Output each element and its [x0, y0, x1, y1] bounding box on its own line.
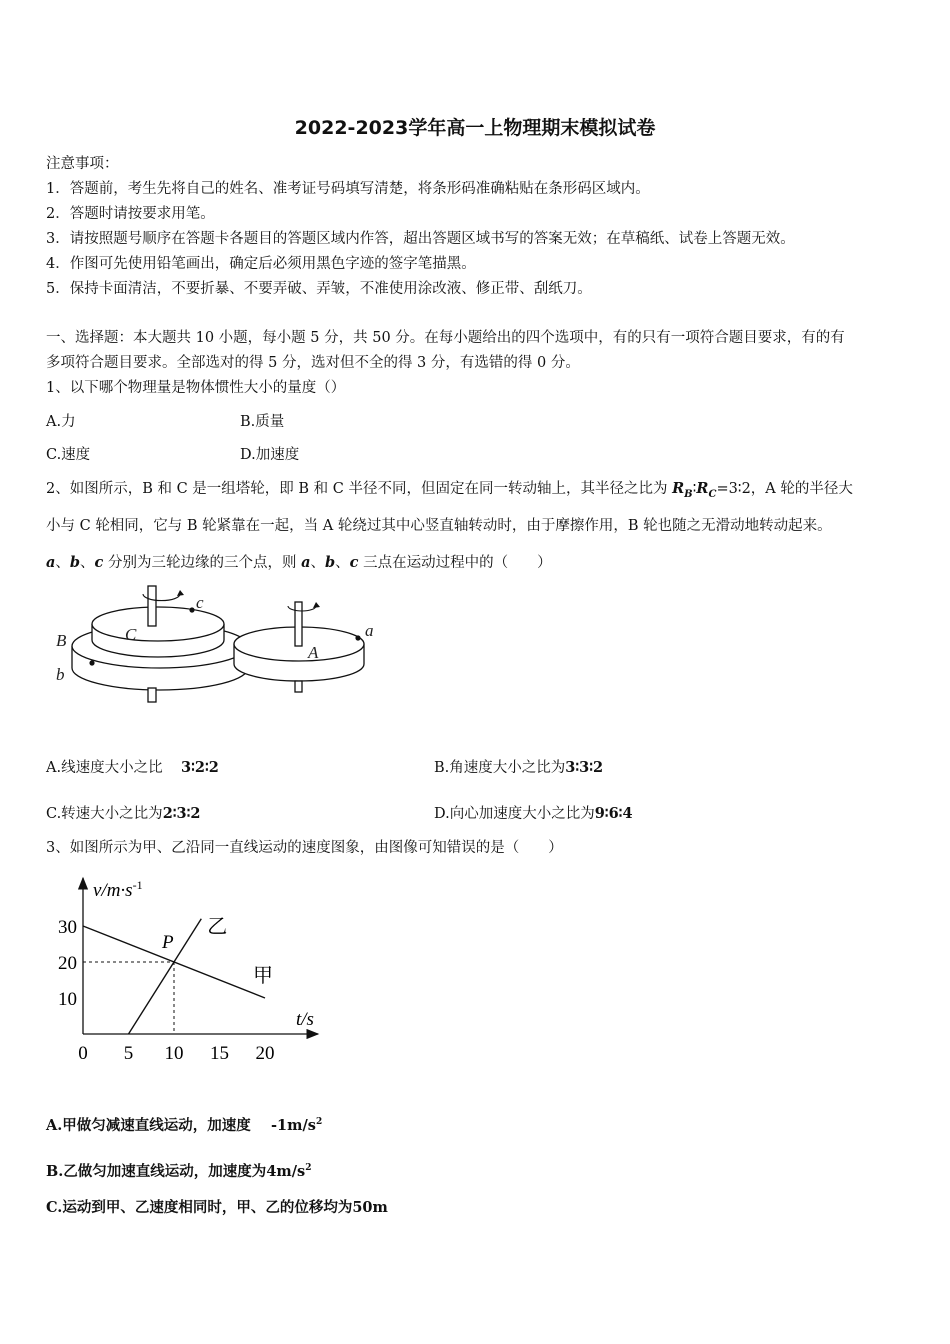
x-tick-label: 20 [255, 1043, 275, 1064]
q1-option-b: B.质量 [240, 414, 285, 430]
shaft-a-bottom [295, 681, 302, 692]
separator: 、 [55, 555, 70, 571]
label-c-small: c [196, 593, 204, 612]
q2-text: 三点在运动过程中的（ ） [358, 555, 552, 571]
x-tick-label: 5 [123, 1043, 134, 1064]
notice-item: 3．请按照题号顺序在答题卡各题目的答题区域内作答，超出答题区域书写的答案无效；在草稿纸、试卷上答题无效。 [46, 231, 795, 247]
shaft-bc [148, 586, 156, 626]
y-tick-label: 10 [58, 989, 77, 1010]
q2-option-d [434, 802, 633, 823]
question-2-stem-line1 [46, 477, 853, 500]
shaft-a [295, 602, 302, 646]
series-label: 乙 [207, 915, 228, 938]
q2-option-b [434, 756, 603, 777]
page-title: 2022-2023学年高一上物理期末模拟试卷 [294, 117, 656, 139]
label-a-big: A [308, 643, 319, 662]
y-tick-label: 20 [58, 953, 77, 974]
notice-item: 4．作图可先使用铅笔画出，确定后必须用黑色字迹的签字笔描黑。 [46, 256, 476, 272]
q2-option-a [46, 756, 219, 777]
option-unit-sup: 2 [315, 1117, 323, 1128]
notice-item: 1．答题前，考生先将自己的姓名、准考证号码填写清楚，将条形码准确粘贴在条形码区域内。 [46, 181, 650, 197]
point-b-dot [89, 660, 94, 665]
point-label: a [46, 554, 56, 571]
question-3-stem: 3、如图所示为甲、乙沿同一直线运动的速度图象，由图像可知错误的是（ ） [46, 840, 563, 856]
x-tick-label: 10 [164, 1043, 184, 1064]
question-2-stem-line2: 小与 C 轮相同，它与 B 轮紧靠在一起，当 A 轮绕过其中心竖直轴转动时，由于摩擦作用，B 轮也随之无滑动地转动起来。 [46, 518, 832, 534]
radius-symbol: R [696, 480, 709, 497]
point-label: b [325, 554, 336, 571]
q1-option-d: D.加速度 [240, 447, 300, 463]
option-text: A.甲做匀减速直线运动，加速度 [46, 1117, 251, 1134]
label-c-big: C [125, 625, 137, 644]
option-text: C.转速大小之比为 [46, 806, 163, 822]
q2-text: =3∶2，A 轮的半径大 [716, 481, 853, 497]
option-text: A.线速度大小之比 [46, 760, 163, 776]
x-tick-label: 0 [78, 1043, 88, 1064]
q3-option-a [46, 1114, 322, 1135]
option-unit-sup: 2 [305, 1163, 312, 1174]
radius-symbol: R [672, 480, 685, 497]
x-tick-label: 15 [210, 1043, 229, 1064]
point-label: b [69, 554, 81, 571]
option-text: B.乙做匀加速直线运动，加速度为 [46, 1163, 267, 1180]
arrow-head-icon [177, 590, 184, 596]
radius-subscript: B [684, 488, 693, 500]
option-value: 9∶6∶4 [594, 805, 633, 822]
option-text: D.向心加速度大小之比为 [434, 806, 595, 822]
notice-item: 2．答题时请按要求用笔。 [46, 206, 215, 222]
option-value: 3∶2∶2 [181, 759, 219, 776]
notice-item: 5．保持卡面清洁，不要折暴、不要弄破、弄皱，不准使用涂改液、修正带、刮纸刀。 [46, 281, 592, 297]
y-axis-label: $v/m\cdot s^{-1}$ [93, 878, 143, 901]
point-label: a [301, 554, 311, 571]
point-a-dot [355, 635, 360, 640]
label-b-small: b [56, 665, 65, 684]
option-text: C.运动到甲、乙速度相同时，甲、乙的位移均为 [46, 1199, 353, 1216]
separator: 、 [335, 555, 350, 571]
section-instructions-line2: 多项符合题目要求。全部选对的得 5 分，选对但不全的得 3 分，有选错的得 0 分。 [46, 355, 580, 371]
notice-heading: 注意事项： [46, 156, 119, 172]
q3-option-c [46, 1196, 388, 1217]
option-value: -1m/s [271, 1117, 316, 1134]
shaft-bc-bottom [148, 688, 156, 702]
q2-text: 分别为三轮边缘的三个点，则 [103, 555, 302, 571]
q1-option-c: C.速度 [46, 447, 91, 463]
label-a-small: a [365, 621, 374, 640]
option-value: 2∶3∶2 [162, 805, 201, 822]
label-b-big: B [56, 631, 67, 650]
q2-text: 2、如图所示，B 和 C 是一组塔轮，即 B 和 C 半径不同，但固定在同一转动轴上，其半径之比为 [46, 481, 673, 497]
separator: 、 [310, 555, 326, 571]
colon: ∶ [692, 481, 697, 497]
q2-option-c [46, 802, 201, 823]
question-2-stem-line3 [46, 551, 552, 572]
option-value: 50m [352, 1199, 388, 1216]
wheel-c-top [92, 607, 224, 641]
velocity-time-chart [40, 868, 340, 1068]
q1-option-a: A.力 [46, 414, 76, 430]
x-axis-label: t/s [296, 1009, 314, 1030]
option-value: 3∶3∶2 [565, 759, 604, 776]
option-text: B.角速度大小之比为 [434, 760, 566, 776]
point-label: c [94, 554, 104, 571]
y-tick-label: 30 [58, 917, 77, 938]
q3-option-b [46, 1160, 311, 1181]
question-1-stem: 1、以下哪个物理量是物体惯性大小的量度（） [46, 380, 346, 396]
intersection-label: P [162, 932, 174, 953]
series-label: 甲 [253, 965, 273, 987]
point-label: c [349, 554, 359, 571]
separator: 、 [80, 555, 95, 571]
arrow-head-icon [313, 602, 320, 608]
section-instructions-line1: 一、选择题：本大题共 10 小题，每小题 5 分，共 50 分。在每小题给出的四个选项中，有的只有一项符合题目要求，有的有 [46, 330, 845, 346]
radius-subscript: C [708, 488, 717, 500]
option-value: 4m/s [266, 1163, 306, 1180]
tower-wheel-figure [40, 578, 390, 713]
point-c-dot [189, 607, 194, 612]
